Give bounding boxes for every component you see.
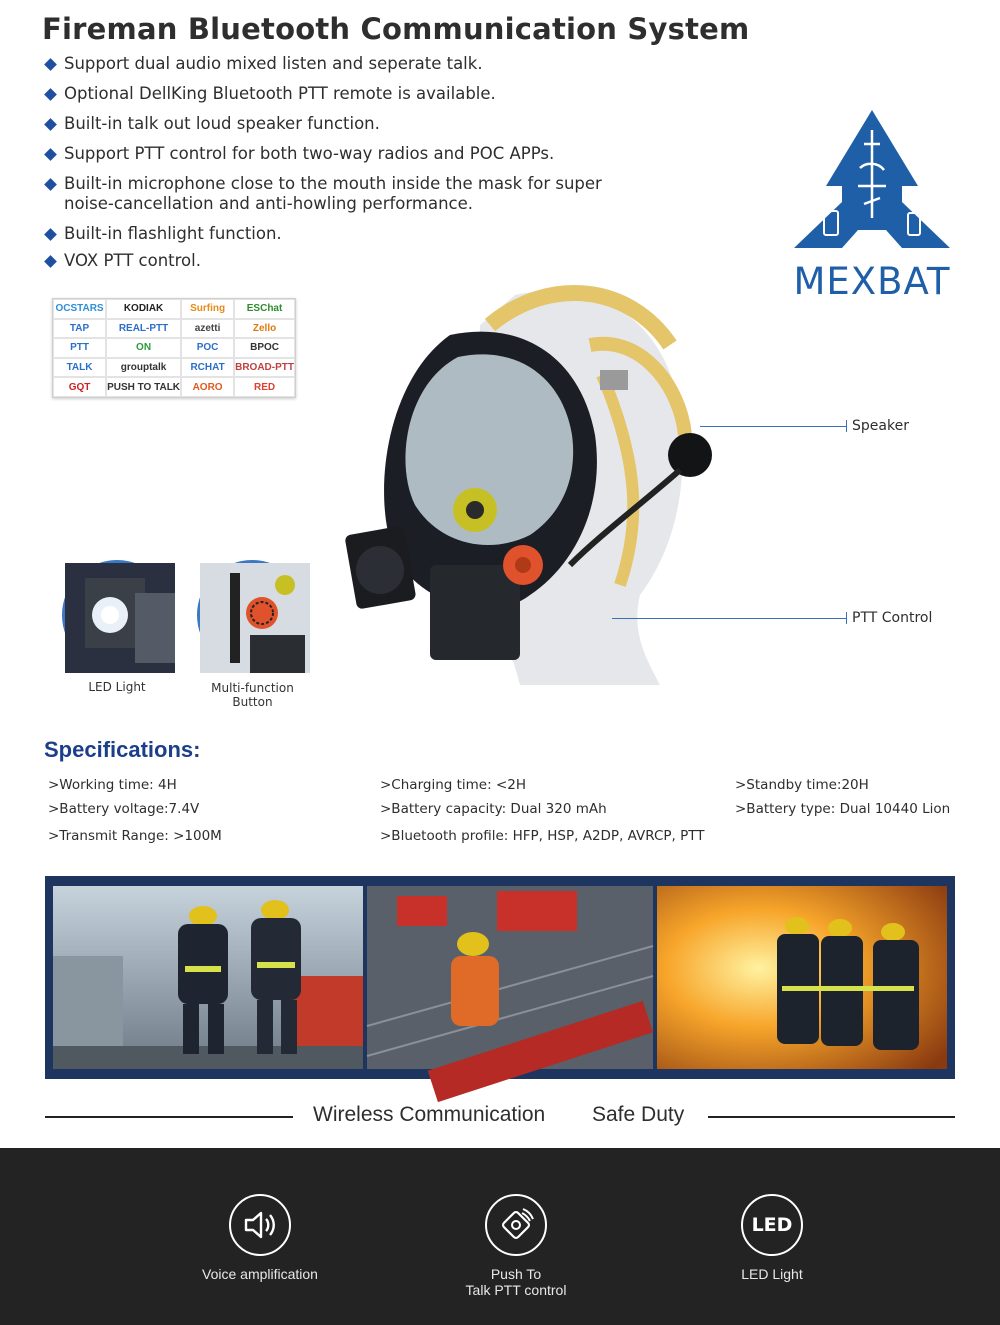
ptt-footer-line2: Talk PTT control	[465, 1282, 567, 1298]
diamond-bullet-icon	[44, 118, 57, 131]
app-logo-cell: azetti	[181, 319, 234, 339]
app-logo-cell: ON	[106, 338, 181, 358]
spec-charging-time: >Charging time: <2H	[380, 777, 527, 793]
tagline-divider-left	[45, 1116, 293, 1118]
specifications-title: Specifications:	[44, 737, 201, 762]
app-logo-cell: GQT	[53, 377, 106, 397]
app-logo-cell: KODIAK	[106, 299, 181, 319]
firefighters-running-photo	[53, 886, 363, 1069]
ptt-callout-line	[612, 618, 846, 619]
firefighter-photo-banner	[45, 876, 955, 1079]
logo-text: MEXBAT	[793, 260, 951, 303]
page-title: Fireman Bluetooth Communication System	[42, 12, 750, 46]
supported-apps-grid	[52, 298, 296, 398]
app-logo-cell: POC	[181, 338, 234, 358]
app-logo-cell: AORO	[181, 377, 234, 397]
push-to-talk-icon	[485, 1194, 547, 1256]
feature-item: Optional DellKing Bluetooth PTT remote is available.	[46, 84, 666, 104]
spec-battery-capacity: >Battery capacity: Dual 320 mAh	[380, 801, 607, 817]
app-logo-cell: TAP	[53, 319, 106, 339]
firefighters-fire-photo	[657, 886, 947, 1069]
spec-transmit-range: >Transmit Range: >100M	[48, 828, 222, 844]
tagline-wireless: Wireless Communication	[313, 1103, 546, 1126]
multi-function-caption-line1: Multi-function	[211, 681, 294, 695]
feature-item: VOX PTT control.	[46, 251, 666, 271]
feature-item: Built-in flashlight function.	[46, 224, 666, 244]
app-logo-cell: OCSTARS	[53, 299, 106, 319]
app-logo-cell: TALK	[53, 358, 106, 378]
diamond-bullet-icon	[44, 228, 57, 241]
diamond-bullet-icon	[44, 178, 57, 191]
led-icon	[741, 1194, 803, 1256]
ptt-control-footer-label	[436, 1266, 596, 1298]
ptt-callout-tick	[846, 612, 847, 624]
feature-list	[46, 54, 666, 271]
multi-function-caption	[190, 681, 315, 709]
diamond-bullet-icon	[44, 88, 57, 101]
spec-standby-time: >Standby time:20H	[735, 777, 869, 793]
app-logo-cell: Zello	[234, 319, 295, 339]
diamond-bullet-icon	[44, 58, 57, 71]
ptt-footer-line1: Push To	[490, 1266, 542, 1282]
speaker-callout-line	[700, 426, 846, 427]
led-light-footer-label: LED Light	[741, 1266, 803, 1282]
brand-logo	[786, 108, 958, 303]
led-icon-text: LED	[751, 1214, 793, 1236]
app-logo-cell: PUSH TO TALK	[106, 377, 181, 397]
app-logo-cell: PTT	[53, 338, 106, 358]
firefighter-ladder-photo	[367, 886, 653, 1069]
app-logo-cell: BPOC	[234, 338, 295, 358]
tagline-safe-duty: Safe Duty	[592, 1103, 685, 1126]
multi-function-button-photo	[197, 560, 307, 670]
diamond-bullet-icon	[44, 255, 57, 268]
voice-amplification-label: Voice amplification	[202, 1266, 318, 1282]
app-logo-cell: REAL-PTT	[106, 319, 181, 339]
diamond-bullet-icon	[44, 148, 57, 161]
led-light-caption: LED Light	[88, 680, 146, 694]
speaker-callout-tick	[846, 420, 847, 432]
spec-battery-type: >Battery type: Dual 10440 Lion	[735, 801, 951, 817]
tagline-divider-right	[708, 1116, 955, 1118]
led-light-photo	[62, 560, 172, 670]
speaker-volume-icon	[229, 1194, 291, 1256]
app-logo-cell: grouptalk	[106, 358, 181, 378]
feature-item: Built-in talk out loud speaker function.	[46, 114, 666, 134]
speaker-label: Speaker	[852, 418, 909, 434]
app-logo-cell: Surfing	[181, 299, 234, 319]
feature-item: Built-in microphone close to the mouth inside the mask for super noise-cancellation and anti-howling performance.	[46, 174, 626, 214]
spec-working-time: >Working time: 4H	[48, 777, 177, 793]
app-logo-cell: RCHAT	[181, 358, 234, 378]
spec-battery-voltage: >Battery voltage:7.4V	[48, 801, 200, 817]
ptt-control-label: PTT Control	[852, 610, 933, 626]
app-logo-cell: BROAD-PTT	[234, 358, 295, 378]
feature-item: Support dual audio mixed listen and seperate talk.	[46, 54, 666, 74]
mask-product-image	[340, 265, 720, 685]
feature-footer	[0, 1148, 1000, 1325]
multi-function-caption-line2: Button	[232, 695, 273, 709]
mexbat-emblem-icon	[794, 108, 950, 253]
spec-bluetooth-profile: >Bluetooth profile: HFP, HSP, A2DP, AVRCP, PTT	[380, 828, 705, 844]
feature-item: Support PTT control for both two-way radios and POC APPs.	[46, 144, 666, 164]
app-logo-cell: ESChat	[234, 299, 295, 319]
app-logo-cell: RED	[234, 377, 295, 397]
